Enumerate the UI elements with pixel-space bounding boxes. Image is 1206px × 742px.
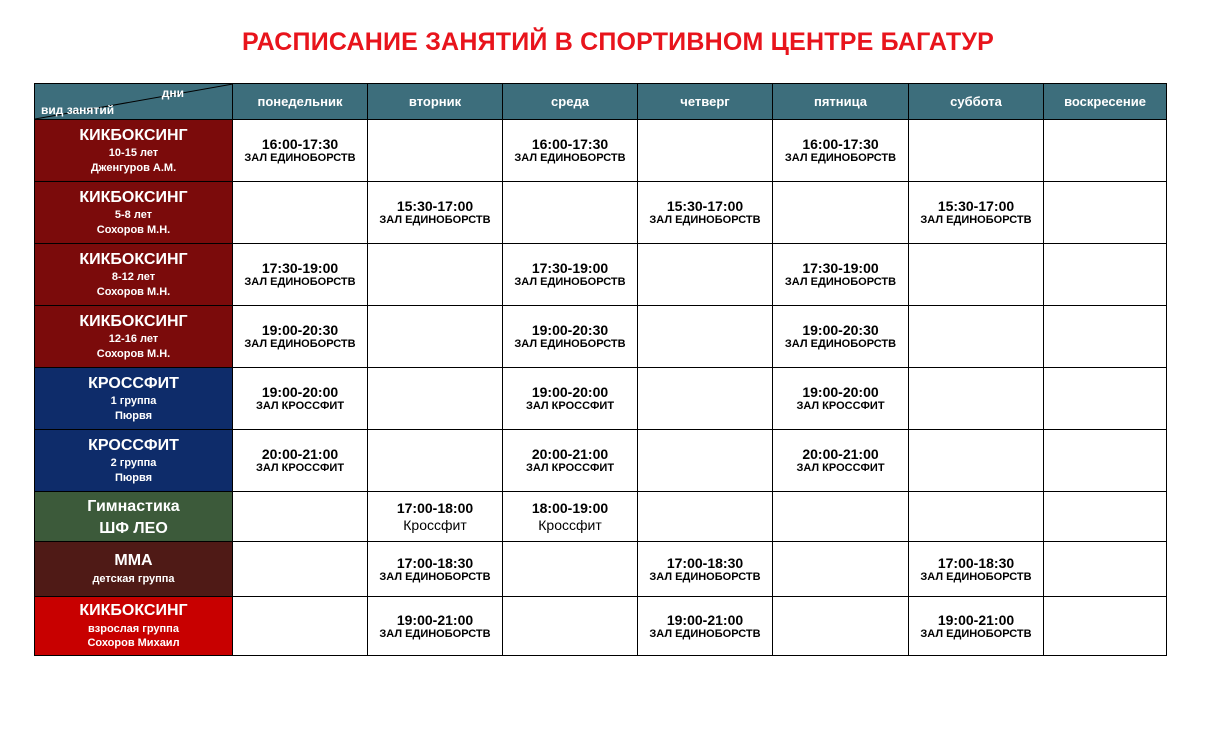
empty-cell: [909, 306, 1044, 368]
session-time: 19:00-20:30: [531, 322, 609, 338]
day-header: среда: [503, 84, 638, 120]
activity-name: ММА: [114, 552, 153, 570]
session-time: 20:00-21:00: [261, 446, 339, 462]
activity-coach: Пюрвя: [114, 471, 153, 484]
schedule-row: [35, 120, 1167, 182]
page-title: РАСПИСАНИЕ ЗАНЯТИЙ В СПОРТИВНОМ ЦЕНТРЕ БАГАТУР: [241, 28, 995, 56]
activity-name: КРОССФИТ: [88, 374, 179, 392]
session-cell: [773, 430, 909, 492]
session-room: ЗАЛ КРОССФИТ: [525, 462, 615, 474]
schedule-row: [35, 182, 1167, 244]
empty-cell: [909, 430, 1044, 492]
session-room: ЗАЛ ЕДИНОБОРСТВ: [514, 152, 626, 164]
empty-cell: [638, 368, 773, 430]
session-cell: [368, 542, 503, 597]
session-time: 20:00-21:00: [802, 446, 879, 462]
activity-label: [35, 120, 233, 182]
schedule-row: [35, 492, 1167, 542]
activity-group: 5-8 лет: [114, 209, 153, 222]
session-room: Кроссфит: [403, 516, 467, 533]
empty-cell: [1044, 244, 1167, 306]
session-room: ЗАЛ ЕДИНОБОРСТВ: [649, 570, 761, 583]
session-time: 18:00-19:00: [531, 499, 609, 516]
session-cell: [773, 368, 909, 430]
session-time: 16:00-17:30: [531, 136, 609, 152]
session-time: 16:00-17:30: [261, 136, 339, 152]
empty-cell: [233, 597, 368, 656]
empty-cell: [773, 597, 909, 656]
activity-name: КИКБОКСИНГ: [79, 250, 188, 268]
session-room: ЗАЛ ЕДИНОБОРСТВ: [784, 152, 897, 164]
empty-cell: [233, 182, 368, 244]
activity-name: КИКБОКСИНГ: [79, 188, 188, 206]
activity-label: [35, 306, 233, 368]
session-room: ЗАЛ ЕДИНОБОРСТВ: [244, 276, 356, 288]
activity-coach: Дженгуров А.М.: [90, 161, 177, 174]
session-room: ЗАЛ КРОССФИТ: [255, 400, 345, 412]
session-room: ЗАЛ ЕДИНОБОРСТВ: [244, 152, 356, 164]
empty-cell: [773, 492, 909, 542]
session-room: ЗАЛ ЕДИНОБОРСТВ: [379, 570, 491, 583]
activity-name: КРОССФИТ: [88, 436, 179, 454]
session-cell: [503, 430, 638, 492]
empty-cell: [233, 542, 368, 597]
session-time: 19:00-20:00: [531, 384, 609, 400]
empty-cell: [1044, 542, 1167, 597]
empty-cell: [1044, 368, 1167, 430]
activity-label: [35, 430, 233, 492]
empty-cell: [368, 120, 503, 182]
session-time: 15:30-17:00: [396, 198, 474, 214]
activity-coach: Сохоров М.Н.: [96, 223, 171, 236]
empty-cell: [503, 597, 638, 656]
session-cell: [233, 306, 368, 368]
day-header: пятница: [773, 84, 909, 120]
empty-cell: [638, 244, 773, 306]
session-time: 15:30-17:00: [937, 198, 1015, 214]
session-room: ЗАЛ ЕДИНОБОРСТВ: [920, 627, 1032, 640]
session-time: 19:00-20:30: [261, 322, 339, 338]
empty-cell: [1044, 120, 1167, 182]
activity-label: [35, 182, 233, 244]
activity-label: [35, 244, 233, 306]
schedule-row: [35, 430, 1167, 492]
schedule-row: [35, 597, 1167, 656]
schedule-body: [35, 120, 1167, 656]
activity-label: [35, 492, 233, 542]
session-room: ЗАЛ ЕДИНОБОРСТВ: [920, 570, 1032, 583]
session-time: 15:30-17:00: [666, 198, 744, 214]
activity-name: Гимнастика: [87, 498, 180, 516]
activity-coach: Сохоров М.Н.: [96, 347, 171, 360]
empty-cell: [909, 120, 1044, 182]
session-room: ЗАЛ ЕДИНОБОРСТВ: [514, 338, 626, 350]
session-cell: [233, 120, 368, 182]
empty-cell: [1044, 597, 1167, 656]
schedule-table: [34, 83, 1167, 656]
session-cell: [368, 182, 503, 244]
day-header: суббота: [909, 84, 1044, 120]
session-time: 19:00-20:00: [261, 384, 339, 400]
activity-group: 10-15 лет: [108, 147, 159, 160]
session-room: ЗАЛ ЕДИНОБОРСТВ: [379, 214, 491, 226]
session-time: 19:00-20:30: [802, 322, 879, 338]
corner-kind-label: вид занятий: [41, 103, 115, 117]
activity-name: КИКБОКСИНГ: [79, 312, 188, 330]
empty-cell: [503, 542, 638, 597]
schedule-row: [35, 306, 1167, 368]
empty-cell: [638, 430, 773, 492]
empty-cell: [773, 542, 909, 597]
activity-name: КИКБОКСИНГ: [79, 602, 188, 620]
session-time: 20:00-21:00: [531, 446, 609, 462]
session-room: ЗАЛ КРОССФИТ: [796, 400, 885, 412]
empty-cell: [638, 306, 773, 368]
session-cell: [909, 182, 1044, 244]
session-cell: [233, 368, 368, 430]
session-room: ЗАЛ ЕДИНОБОРСТВ: [784, 338, 897, 350]
day-header: четверг: [638, 84, 773, 120]
day-header: понедельник: [233, 84, 368, 120]
header-corner: [35, 84, 233, 120]
schedule-row: [35, 244, 1167, 306]
session-time: 17:00-18:30: [396, 554, 474, 571]
session-cell: [773, 306, 909, 368]
session-room: ЗАЛ ЕДИНОБОРСТВ: [920, 214, 1032, 226]
session-room: Кроссфит: [538, 516, 602, 533]
session-cell: [368, 492, 503, 542]
session-room: ЗАЛ КРОССФИТ: [525, 400, 615, 412]
schedule-row: [35, 368, 1167, 430]
empty-cell: [368, 244, 503, 306]
session-cell: [503, 306, 638, 368]
session-time: 17:30-19:00: [261, 260, 339, 276]
activity-group: взрослая группа: [88, 622, 179, 635]
empty-cell: [1044, 182, 1167, 244]
activity-label: [35, 542, 233, 597]
session-cell: [638, 597, 773, 656]
empty-cell: [368, 306, 503, 368]
empty-cell: [638, 120, 773, 182]
session-cell: [909, 597, 1044, 656]
empty-cell: [233, 492, 368, 542]
session-cell: [638, 542, 773, 597]
activity-group: 2 группа: [110, 457, 157, 470]
session-room: ЗАЛ КРОССФИТ: [255, 462, 345, 474]
empty-cell: [638, 492, 773, 542]
activity-label: [35, 368, 233, 430]
activity-coach: Сохоров М.Н.: [96, 285, 171, 298]
session-time: 19:00-21:00: [396, 611, 474, 628]
empty-cell: [1044, 492, 1167, 542]
session-time: 17:00-18:30: [666, 554, 744, 571]
session-cell: [503, 368, 638, 430]
header-row: [35, 84, 1167, 120]
day-header: воскресение: [1044, 84, 1167, 120]
empty-cell: [1044, 430, 1167, 492]
session-room: ЗАЛ ЕДИНОБОРСТВ: [784, 276, 897, 288]
empty-cell: [1044, 306, 1167, 368]
activity-group: детская группа: [92, 572, 175, 585]
session-time: 17:30-19:00: [531, 260, 609, 276]
session-time: 17:30-19:00: [802, 260, 879, 276]
session-time: 19:00-21:00: [937, 611, 1015, 628]
activity-coach: Сохоров Михаил: [87, 637, 180, 650]
session-room: ЗАЛ ЕДИНОБОРСТВ: [514, 276, 626, 288]
session-room: ЗАЛ КРОССФИТ: [796, 462, 885, 474]
session-cell: [503, 492, 638, 542]
empty-cell: [503, 182, 638, 244]
session-room: ЗАЛ ЕДИНОБОРСТВ: [244, 338, 356, 350]
session-cell: [773, 120, 909, 182]
session-cell: [638, 182, 773, 244]
session-room: ЗАЛ ЕДИНОБОРСТВ: [649, 214, 761, 226]
activity-group: 12-16 лет: [108, 333, 159, 346]
empty-cell: [909, 492, 1044, 542]
corner-days-label: дни: [161, 86, 184, 100]
activity-group: 1 группа: [110, 395, 157, 408]
session-cell: [503, 244, 638, 306]
activity-label: [35, 597, 233, 656]
activity-coach: Пюрвя: [114, 409, 153, 422]
session-room: ЗАЛ ЕДИНОБОРСТВ: [379, 627, 491, 640]
session-time: 19:00-20:00: [802, 384, 879, 400]
session-time: 19:00-21:00: [666, 611, 744, 628]
empty-cell: [368, 430, 503, 492]
session-room: ЗАЛ ЕДИНОБОРСТВ: [649, 627, 761, 640]
schedule-row: [35, 542, 1167, 597]
session-time: 16:00-17:30: [802, 136, 879, 152]
activity-group: 8-12 лет: [111, 271, 156, 284]
activity-name: КИКБОКСИНГ: [79, 126, 188, 144]
empty-cell: [909, 244, 1044, 306]
session-cell: [503, 120, 638, 182]
day-header: вторник: [368, 84, 503, 120]
session-time: 17:00-18:00: [396, 499, 474, 516]
session-cell: [773, 244, 909, 306]
activity-group: ШФ ЛЕО: [99, 519, 168, 537]
session-cell: [233, 244, 368, 306]
session-cell: [909, 542, 1044, 597]
empty-cell: [773, 182, 909, 244]
session-time: 17:00-18:30: [937, 554, 1015, 571]
session-cell: [368, 597, 503, 656]
empty-cell: [909, 368, 1044, 430]
empty-cell: [368, 368, 503, 430]
session-cell: [233, 430, 368, 492]
